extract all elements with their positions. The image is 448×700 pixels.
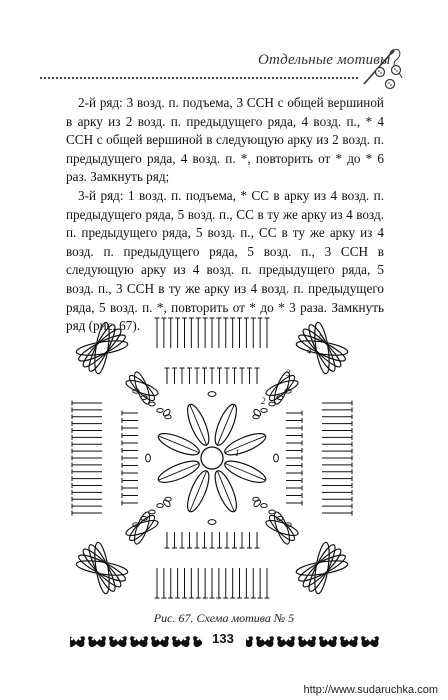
needle-and-buttons-icon — [360, 44, 406, 92]
butterfly-icon — [277, 636, 295, 647]
crochet-motif-diagram — [62, 308, 362, 608]
chain-stitch — [146, 454, 151, 462]
chain-stitch — [269, 402, 275, 406]
diagram-strokes — [72, 318, 352, 598]
chain-stitch — [149, 402, 155, 406]
chain-stitch — [208, 392, 216, 397]
source-watermark: http://www.sudaruchka.com — [303, 684, 438, 696]
row-mark-2: 2 — [261, 396, 266, 406]
butterfly-icon — [70, 636, 85, 647]
page-header-title: Отдельные мотивы — [258, 52, 391, 68]
butterfly-icon — [361, 636, 379, 647]
chain-stitch — [157, 504, 163, 508]
page-number: 133 — [212, 631, 234, 646]
butterfly-icon — [109, 636, 127, 647]
row-mark-5: 5 — [318, 334, 323, 344]
header-dotted-rule — [40, 77, 358, 79]
chain-stitch — [299, 545, 344, 590]
row-mark-1: 1 — [235, 448, 240, 458]
chain-stitch — [261, 504, 267, 508]
chain-stitch — [79, 325, 124, 370]
chain-stitch — [149, 510, 155, 514]
row-mark-3: 3 — [286, 368, 291, 378]
chain-stitch — [253, 499, 262, 508]
crochet-stroke — [201, 447, 223, 469]
butterfly-icon — [319, 636, 337, 647]
butterfly-icon — [172, 636, 190, 647]
instructions-text — [66, 94, 384, 336]
figure-caption: Рис. 67. Схема мотива № 5 — [153, 611, 295, 625]
chain-stitch — [157, 408, 163, 412]
butterfly-icon — [88, 636, 106, 647]
chain-stitch — [269, 510, 275, 514]
chain-stitch — [274, 454, 279, 462]
chain-stitch — [208, 520, 216, 525]
row-2-paragraph: 2-й ряд: 3 возд. п. подъема, 3 ССН с общей вершиной в арку из 2 возд. п. предыдущего ряда, 4 возд. п., * 4 ССН с общей вершиной в следующую арку из 2 возд. п. предыдущего ряда, 4 возд. п. *, повторить от * до * 6 раз. Замкнуть ряд; — [66, 95, 384, 185]
row-3-paragraph: 3-й ряд: 1 возд. п. подъема, * СС в арку из 4 возд. п. предыдущего ряда, 5 возд. п., СС в ту же арку из 4 возд. п. предыдущего ряда, 5 возд. п., СС в ту же арку из 4 возд. п. предыдущего ряда, 5 возд. п., 3 ССН в следующую арку из 4 возд. п. предыдущего ряда, 5 возд. п., 3 ССН в ту же арку из 4 возд. п. предыдущего ряда, 5 возд. п. *, повторить от * до * 3 раза. Замкнуть ряд (рис. 67). — [66, 187, 384, 334]
butterfly-icon — [298, 636, 316, 647]
butterfly-icon — [130, 636, 148, 647]
chain-stitch — [162, 499, 171, 508]
chain-stitch — [162, 408, 171, 417]
butterfly-icon — [256, 636, 274, 647]
chain-stitch — [253, 408, 262, 417]
row-mark-4: 4 — [307, 346, 312, 356]
chain-stitch — [261, 408, 267, 412]
butterfly-icon — [151, 636, 169, 647]
chain-stitch — [79, 545, 124, 590]
butterfly-icon — [340, 636, 358, 647]
